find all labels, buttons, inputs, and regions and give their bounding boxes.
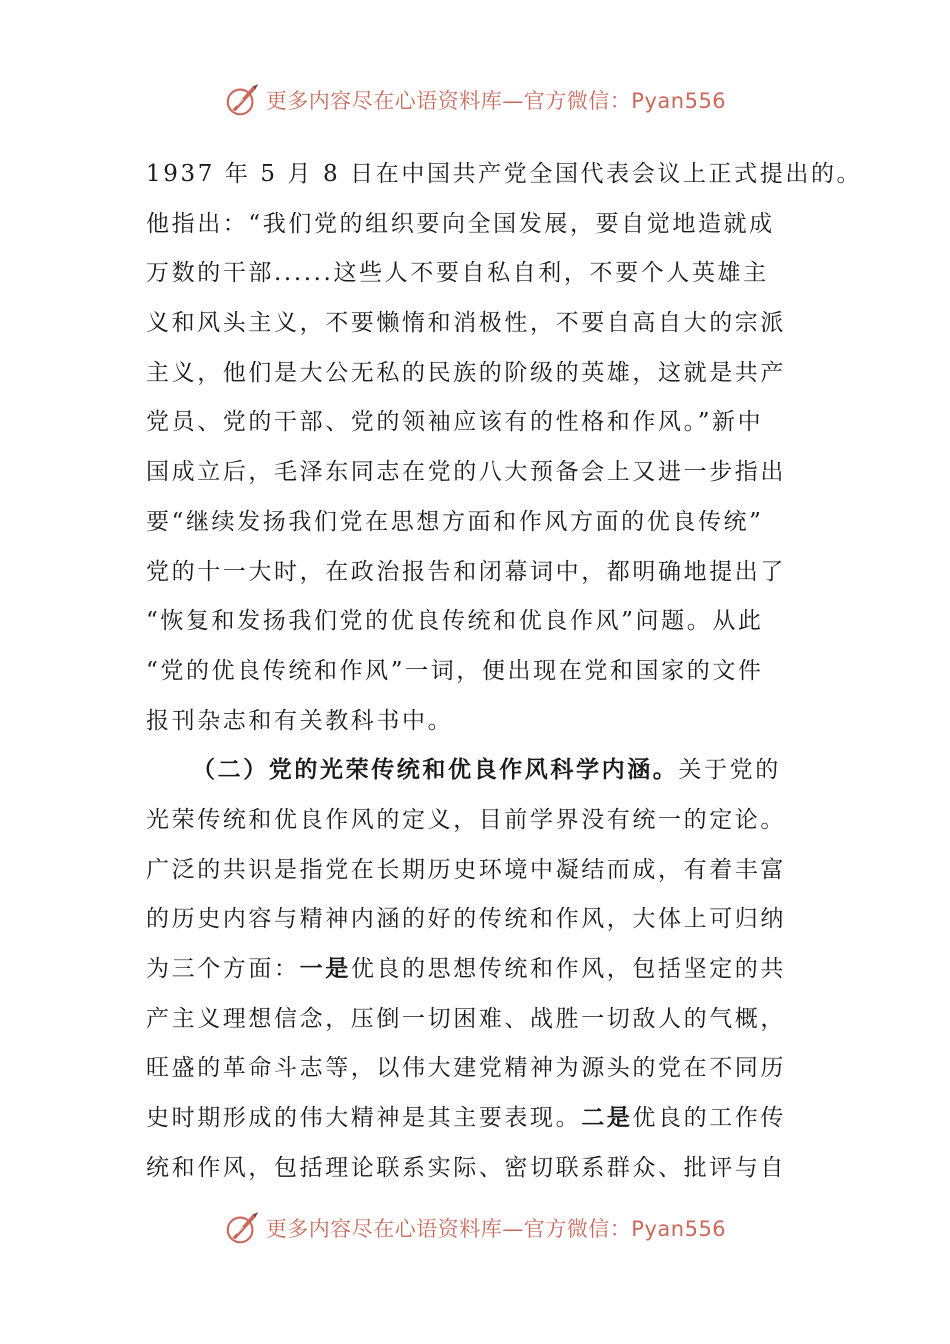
text-line: 1937 年 5 月 8 日在中国共产党全国代表会议上正式提出的。 [146,161,863,187]
text-line: 党的十一大时，在政治报告和闭幕词中，都明确地提出了 [146,558,786,585]
text-line: 光荣传统和优良作风的定义，目前学界没有统一的定论。 [146,806,786,833]
text-line: 万数的干部......这些人不要自私自利，不要个人英雄主 [146,260,769,287]
header-watermark-text: 更多内容尽在心语资料库—官方微信：Pyan556 [265,89,727,113]
text-line: “恢复和发扬我们党的优良传统和优良作风”问题。从此 [146,608,764,635]
text-line: 产主义理想信念，压倒一切困难、战胜一切敌人的气概， [146,1005,786,1032]
first-point-pre: 为三个方面： [146,956,300,982]
text-line: 他指出：“我们党的组织要向全国发展，要自觉地造就成 [146,210,775,237]
text-line: “党的优良传统和作风”一词，便出现在党和国家的文件 [146,657,764,684]
text-line: 广泛的共识是指党在长期历史环境中凝结而成，有着丰富 [146,856,786,883]
second-point-label: 二是 [581,1105,633,1132]
second-point-post: 优良的工作传 [632,1105,787,1132]
section-heading-rest: 关于党的 [678,757,781,784]
document-body [146,150,863,1193]
text-line: 党员、党的干部、党的领袖应该有的性格和作风。”新中 [146,409,764,436]
text-line: 统和作风，包括理论联系实际、密切联系群众、批评与自 [146,1154,786,1181]
section-heading-line [146,746,826,796]
text-line: 义和风头主义，不要懒惰和消极性，不要自高自大的宗派 [146,310,786,337]
footer-watermark [0,1206,950,1250]
text-line-first-point [146,945,826,995]
first-point-label: 一是 [299,956,351,982]
text-line: 的历史内容与精神内涵的好的传统和作风，大体上可归纳 [146,906,786,933]
text-line: 要“继续发扬我们党在思想方面和作风方面的优良传统” [146,508,764,535]
text-line: 报刊杂志和有关教科书中。 [146,707,454,734]
header-watermark [0,78,950,122]
first-point-post: 优良的思想传统和作风，包括坚定的共 [350,956,787,982]
text-line: 国成立后，毛泽东同志在党的八大预备会上又进一步指出 [146,459,786,486]
second-point-pre: 史时期形成的伟大精神是其主要表现。 [146,1105,582,1132]
text-line-second-point [146,1094,826,1144]
quill-logo-icon [224,1209,262,1247]
text-line: 主义，他们是大公无私的民族的阶级的英雄，这就是共产 [146,359,786,386]
section-heading: （二）党的光荣传统和优良作风科学内涵。 [192,757,679,784]
quill-logo-icon [224,81,262,119]
text-line: 旺盛的革命斗志等，以伟大建党精神为源头的党在不同历 [146,1055,786,1082]
footer-watermark-text: 更多内容尽在心语资料库—官方微信：Pyan556 [265,1217,727,1241]
